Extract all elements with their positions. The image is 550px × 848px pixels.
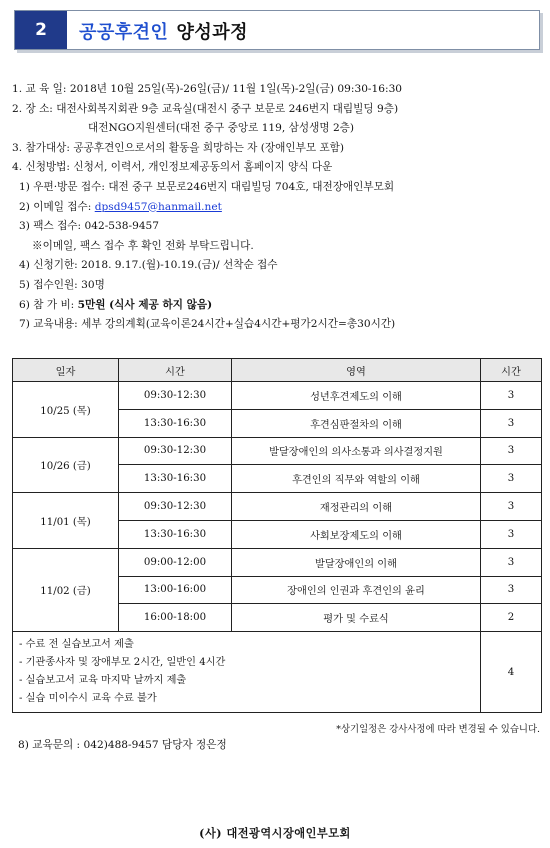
- col-area-header: 영역: [232, 359, 481, 382]
- schedule-table: [12, 358, 542, 713]
- date-cell: 11/01 (목): [13, 493, 119, 549]
- time-cell: 13:30-16:30: [119, 465, 232, 493]
- area-cell: 발달장애인의 이해: [232, 548, 481, 576]
- note-item: - 실습 미이수시 교육 수료 불가: [19, 693, 157, 705]
- email-link[interactable]: dpsd9457@hanmail.net: [94, 200, 222, 213]
- time-cell: 09:30-12:30: [119, 382, 232, 410]
- practicum-notes: [13, 632, 481, 713]
- area-cell: 후견심판절차의 이해: [232, 409, 481, 437]
- section-header: [14, 10, 540, 50]
- info-capacity: 5) 접수인원: 30명: [19, 278, 105, 291]
- date-cell: 10/25 (목): [13, 382, 119, 438]
- info-curriculum: 7) 교육내용: 세부 강의계획(교육이론24시간+실습4시간+평가2시간=총30시간): [19, 318, 396, 331]
- info-fax-note: ※이메일, 팩스 접수 후 확인 전화 부탁드립니다.: [32, 239, 254, 252]
- inquiry-contact: 8) 교육문의 : 042)488-9457 담당자 정은정: [18, 739, 227, 751]
- table-row: [13, 548, 542, 576]
- info-fax: 3) 팩스 접수: 042-538-9457: [19, 220, 160, 233]
- info-deadline: 4) 신청기한: 2018. 9.17.(월)-10.19.(금)/ 선착순 접수: [19, 259, 278, 272]
- hours-cell: 3: [481, 382, 542, 410]
- hours-cell: 2: [481, 604, 542, 632]
- info-method: 4. 신청방법: 신청서, 이력서, 개인정보제공동의서 홈페이지 양식 다운: [12, 161, 333, 174]
- time-cell: 09:30-12:30: [119, 493, 232, 521]
- col-time-header: 시간: [119, 359, 232, 382]
- info-fee: [12, 296, 542, 316]
- col-hours-header: 시간: [481, 359, 542, 382]
- hours-cell: 3: [481, 520, 542, 548]
- title-rest: 양성과정: [176, 22, 249, 43]
- table-header-row: [13, 359, 542, 382]
- time-cell: 09:30-12:30: [119, 437, 232, 465]
- section-number: 2: [15, 11, 67, 49]
- table-row: [13, 382, 542, 410]
- page-title: [79, 18, 248, 44]
- table-row: [13, 437, 542, 465]
- table-row-notes: [13, 632, 542, 713]
- info-venue: 2. 장 소: 대전사회복지회관 9층 교육실(대전시 중구 보문로 246번지 대림빌딩 9층): [12, 102, 399, 115]
- note-item: - 수료 전 실습보고서 제출: [19, 639, 134, 651]
- email-label: 2) 이메일 접수:: [19, 200, 95, 213]
- area-cell: 후견인의 직무와 역할의 이해: [232, 465, 481, 493]
- time-cell: 13:30-16:30: [119, 520, 232, 548]
- hours-cell: 3: [481, 437, 542, 465]
- info-target: 3. 참가대상: 공공후견인으로서의 활동을 희망하는 자 (장애인부모 포함): [12, 141, 345, 154]
- time-cell: 13:00-16:00: [119, 576, 232, 604]
- info-venue-2: 대전NGO지원센터(대전 중구 중앙로 119, 삼성생명 2층): [88, 122, 355, 135]
- program-info: [12, 80, 542, 335]
- organization-name: (사) 대전광역시장애인부모회: [199, 826, 351, 840]
- schedule-footnote: *상기일정은 강사사정에 따라 변경될 수 있습니다.: [336, 724, 540, 735]
- time-cell: 16:00-18:00: [119, 604, 232, 632]
- hours-cell: 3: [481, 465, 542, 493]
- time-cell: 13:30-16:30: [119, 409, 232, 437]
- date-cell: 10/26 (금): [13, 437, 119, 493]
- title-highlight: 공공후견인: [79, 22, 169, 43]
- area-cell: 평가 및 수료식: [232, 604, 481, 632]
- fee-label: 6) 참 가 비:: [19, 298, 78, 311]
- area-cell: 발달장애인의 의사소통과 의사결정지원: [232, 437, 481, 465]
- area-cell: 사회보장제도의 이해: [232, 520, 481, 548]
- date-cell: 11/02 (금): [13, 548, 119, 631]
- table-row: [13, 493, 542, 521]
- area-cell: 성년후견제도의 이해: [232, 382, 481, 410]
- hours-cell: 3: [481, 493, 542, 521]
- note-item: - 실습보고서 교육 마지막 날까지 제출: [19, 675, 187, 687]
- info-email: [12, 198, 542, 218]
- time-cell: 09:00-12:00: [119, 548, 232, 576]
- hours-cell: 3: [481, 409, 542, 437]
- area-cell: 재정관리의 이해: [232, 493, 481, 521]
- hours-cell: 3: [481, 548, 542, 576]
- practicum-hours: 4: [481, 632, 542, 713]
- fee-value: 5만원 (식사 제공 하지 않음): [77, 298, 213, 311]
- note-item: - 기관종사자 및 장애부모 2시간, 일반인 4시간: [19, 657, 226, 669]
- info-dates: 1. 교 육 일: 2018년 10월 25일(목)-26일(금)/ 11월 1일(목)-2일(금) 09:30-16:30: [12, 83, 403, 95]
- area-cell: 장애인의 인권과 후견인의 윤리: [232, 576, 481, 604]
- info-visit: 1) 우편·방문 접수: 대전 중구 보문로246번지 대림빌딩 704호, 대전장애인부모회: [19, 180, 395, 193]
- col-date-header: 일자: [13, 359, 119, 382]
- hours-cell: 3: [481, 576, 542, 604]
